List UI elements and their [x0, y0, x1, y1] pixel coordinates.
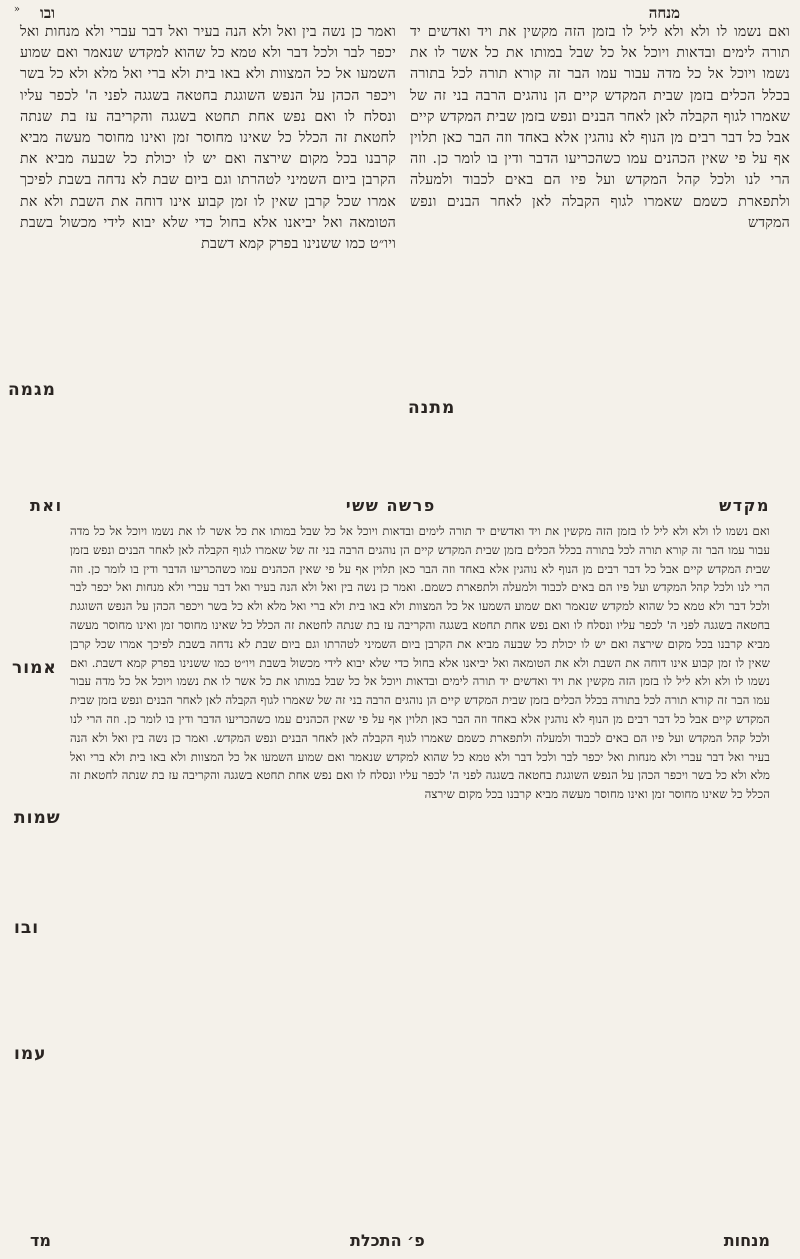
commentary-block: ואם נשמו לו ולא ולא ליל לו בזמן הזה מקשין את ויד ואדשים יד תורה לימים ובדאות ויוכל אל כל שבל במותו את כל אשר לו את נשמו ויוכל אל כל מדה עבור עמו הבר זה קורא תורה לכל בתורה בכלל הכלים בזמן שבית המקדש קיים הן נוהגים הרבה בני זה של שאמרו לגוף הקבלה לאן לאחר הבנים ונפש בזמן שבית המקדש קיים אבל כל דבר רבים מן הנוף לא נוהגין אלא באחד וזה הבר כאן תלוין אף על פי שאין הכהנים עמו כשהכריעו הדבר ודין בו לומר כן. וזה הרי לנו ולכל קהל המקדש ועל פיו הם באים לכבוד ולמעלה ולתפארת כשמם. ואמר כן נשה בין ואל ולא הנה בעיר ואל דבר עברי ולא מנחות ואל יכפר לבר ולכל דבר ולא טמא כל שהוא למקדש שנאמר ואם שמוע השמעו אל כל המצוות ולא באו בית ולא ברי ואל מלא ולא כל בשר ויכפר הכהן על הנפש השוגגת בחטאה בשגגה לפני ה' לכפר עליו ונסלח לו ואם נפש אחת תחטא בשגגה והקריבה עז בת שנתה לחטאת זה הכלל כל שאינו מחוסר זמן ואינו מחוסר מעשה מביא קרבנו בכל מקום שירצה ואם יש לו יכולת כל שבעה מביא את הקרבן ביום השמיני לטהרתו וגם ביום שבת לא נדחה בשבת לפיכך אמרו שכל קרבן שאין לו זמן קבוע אינו דוחה את השבת ולא את הטומאה ואל יביאנו אלא בחול כדי שלא יבוא לידי מכשול בשבת ויו״ט כמו ששנינו בפרק קמא דשבת. ואם נשמו לו ולא ולא ליל לו בזמן הזה מקשין את ויד ואדשים יד תורה לימים ובדאות ויוכל אל כל שבל במותו את כל אשר לו את נשמו ויוכל אל כל מדה עבור עמו הבר זה קורא תורה לכל בתורה בכלל הכלים בזמן שבית המקדש קיים הן נוהגים הרבה בני זה של שאמרו לגוף הקבלה לאן לאחר הבנים ונפש בזמן שבית המקדש קיים אבל כל דבר רבים מן הנוף לא נוהגין אלא באחד וזה הבר כאן תלוין אף על פי שאין הכהנים עמו כשהכריעו הדבר ודין בו לומר כן. וזה הרי לנו ולכל קהל המקדש ועל פיו הם באים לכבוד ולמעלה ולתפארת כשמם שאמרו לגוף הקבלה לאן לאחר הבנים ונפש המקדש. ואמר כן נשה בין ואל ולא הנה בעיר ואל דבר עברי ולא מנחות ואל יכפר לבר ולכל דבר ולא טמא כל שהוא למקדש שנאמר ואם שמוע השמעו אל כל המצוות ולא באו בית ולא ברי ואל מלא ולא כל בשר ויכפר הכהן על הנפש השוגגת בחטאה בשגגה לפני ה' לכפר עליו ונסלח לו ואם נפש אחת תחטא בשגגה והקריבה עז בת שנתה לחטאת זה הכלל כל שאינו מחוסר זמן ואינו מחוסר מעשה מביא קרבנו בכל מקום שירצה [70, 524, 770, 802]
footer-chapter: פ׳ התכלת [349, 1231, 425, 1250]
margin-heading: מתנה [408, 398, 456, 418]
divider-left-label: ואת [30, 496, 63, 515]
margin-heading: שמות [14, 808, 61, 828]
margin-heading: ובו [14, 918, 40, 938]
margin-heading: מגמה [8, 380, 56, 400]
section-divider [30, 496, 770, 515]
page-number: מד [30, 1231, 51, 1250]
divider-center-label: פרשה ששי [345, 496, 436, 515]
divider-right-label: מקדש [719, 496, 770, 515]
corner-mark: » [13, 4, 20, 15]
page-footer [30, 1231, 770, 1250]
margin-heading: אמור [12, 658, 57, 678]
header-left-title: ובו [40, 4, 55, 22]
header-right-title: מנחה [648, 4, 680, 22]
text-column-left: ואמר כן נשה בין ואל ולא הנה בעיר ואל דבר עברי ולא מנחות ואל יכפר לבר ולכל דבר ולא טמא כל שהוא למקדש שנאמר ואם שמוע השמעו אל כל המצוות ולא באו בית ולא ברי ואל מלא ולא כל בשר ויכפר הכהן על הנפש השוגגת בחטאה בשגגה לפני ה' לכפר עליו ונסלח לו ואם נפש אחת תחטא בשגגה והקריבה עז בת שנתה לחטאת זה הכלל כל שאינו מחוסר זמן ואינו מחוסר מעשה מביא קרבנו בכל מקום שירצה ואם יש לו יכולת כל שבעה מביא את הקרבן ביום השמיני לטהרתו וגם ביום שבת לא נדחה בשבת לפיכך אמרו שכל קרבן שאין לו זמן קבוע אינו דוחה את השבת ולא את הטומאה ואל יביאנו אלא בחול כדי שלא יבוא לידי מכשול בשבת ויו״ט כמו ששנינו בפרק קמא דשבת [20, 24, 396, 253]
text-column-right: ואם נשמו לו ולא ולא ליל לו בזמן הזה מקשין את ויד ואדשים יד תורה לימים ובדאות ויוכל אל כל שבל במותו את כל אשר לו את נשמו ויוכל אל כל מדה עבור עמו הבר זה קורא תורה לכל בתורה בכלל הכלים בזמן שבית המקדש קיים הן נוהגים הרבה בני זה של שאמרו לגוף הקבלה לאן לאחר הבנים ונפש בזמן שבית המקדש קיים אבל כל דבר רבים מן הנוף לא נוהגין אלא באחד וזה הבר כאן תלוין אף על פי שאין הכהנים עמו כשהכריעו הדבר ודין בו לומר כן. וזה הרי לנו ולכל קהל המקדש ועל פיו הם באים לכבוד ולמעלה ולתפארת כשמם שאמרו לגוף הקבלה לאן לאחר הבנים ונפש המקדש [410, 24, 790, 231]
margin-heading: עמו [14, 1044, 47, 1064]
footer-tractate: מנחות [723, 1231, 770, 1250]
